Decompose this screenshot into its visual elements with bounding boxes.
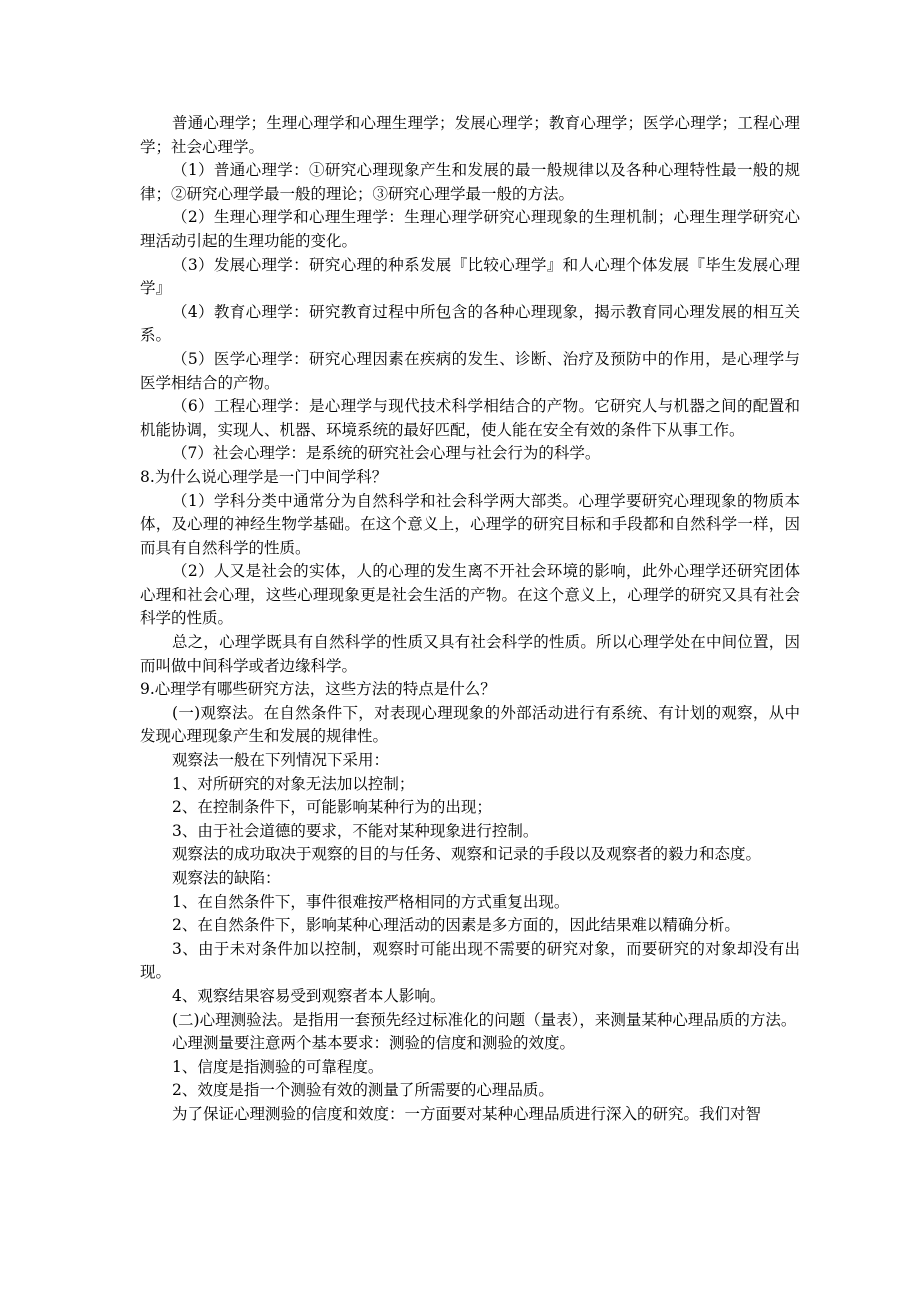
paragraph: 2、在自然条件下，影响某种心理活动的因素是多方面的，因此结果难以精确分析。 xyxy=(172,916,740,935)
paragraph: (一)观察法。在自然条件下，对表现心理现象的外部活动进行有系统、有计划的观察，从中发现心理现象产生和发展的规律性。 xyxy=(140,703,800,746)
paragraph: 2、在控制条件下，可能影响某种行为的出现； xyxy=(172,798,492,817)
paragraph: (二)心理测验法。是指用一套预先经过标准化的问题（量表），来测量某种心理品质的方法。 xyxy=(172,1010,797,1029)
paragraph: （1）普通心理学：①研究心理现象产生和发展的最一般规律以及各种心理特性最一般的规律；②研究心理学最一般的理论；③研究心理学最一般的方法。 xyxy=(140,161,800,203)
question-heading: 8.为什么说心理学是一门中间学科？ xyxy=(140,467,388,486)
paragraph: （1）学科分类中通常分为自然科学和社会科学两大部类。心理学要研究心理现象的物质本体，及心理的神经生物学基础。在这个意义上，心理学的研究目标和手段都和自然科学一样，因而具有自然科学的性质。 xyxy=(140,491,800,557)
paragraph: 观察法的缺陷： xyxy=(172,869,281,887)
paragraph: 观察法的成功取决于观察的目的与任务、观察和记录的手段以及观察者的毅力和态度。 xyxy=(172,845,762,864)
paragraph: 4、观察结果容易受到观察者本人影响。 xyxy=(172,986,446,1005)
paragraph: 1、信度是指测验的可靠程度。 xyxy=(172,1057,384,1076)
paragraph: （5）医学心理学：研究心理因素在疾病的发生、诊断、治疗及预防中的作用，是心理学与医学相结合的产物。 xyxy=(140,349,800,392)
paragraph: 1、对所研究的对象无法加以控制； xyxy=(172,774,415,793)
paragraph: （7）社会心理学：是系统的研究社会心理与社会行为的科学。 xyxy=(172,444,601,463)
paragraph: 观察法一般在下列情况下采用： xyxy=(172,751,390,770)
paragraph: 1、在自然条件下，事件很难按严格相同的方式重复出现。 xyxy=(172,892,570,911)
paragraph: （2）生理心理学和心理生理学：生理心理学研究心理现象的生理机制；心理生理学研究心理活动引起的生理功能的变化。 xyxy=(140,208,800,250)
document-body xyxy=(140,112,800,1127)
paragraph: 为了保证心理测验的信度和效度：一方面要对某种心理品质进行深入的研究。我们对智 xyxy=(172,1104,762,1123)
paragraph: （4）教育心理学：研究教育过程中所包含的各种心理现象，揭示教育同心理发展的相互关系。 xyxy=(140,302,800,345)
paragraph: 2、效度是指一个测验有效的测量了所需要的心理品质。 xyxy=(172,1081,554,1100)
paragraph: 总之，心理学既具有自然科学的性质又具有社会科学的性质。所以心理学处在中间位置，因而叫做中间科学或者边缘科学。 xyxy=(140,633,800,675)
paragraph: 普通心理学；生理心理学和心理生理学；发展心理学；教育心理学；医学心理学；工程心理学；社会心理学。 xyxy=(140,114,800,156)
question-heading: 9.心理学有哪些研究方法，这些方法的特点是什么？ xyxy=(140,680,496,699)
paragraph: 3、由于社会道德的要求，不能对某种现象进行控制。 xyxy=(172,821,539,840)
paragraph: （2）人又是社会的实体，人的心理的发生离不开社会环境的影响，此外心理学还研究团体心理和社会心理，这些心理现象更是社会生活的产物。在这个意义上，心理学的研究又具有社会科学的性质。 xyxy=(140,562,800,628)
paragraph: 心理测量要注意两个基本要求：测验的信度和测验的效度。 xyxy=(172,1034,576,1053)
paragraph: （3）发展心理学：研究心理的种系发展『比较心理学』和人心理个体发展『毕生发展心理学』 xyxy=(140,255,800,298)
paragraph: 3、由于未对条件加以控制，观察时可能出现不需要的研究对象，而要研究的对象却没有出现。 xyxy=(140,939,800,982)
paragraph: （6）工程心理学：是心理学与现代技术科学相结合的产物。它研究人与机器之间的配置和机能协调，实现人、机器、环境系统的最好匹配，使人能在安全有效的条件下从事工作。 xyxy=(140,397,800,439)
